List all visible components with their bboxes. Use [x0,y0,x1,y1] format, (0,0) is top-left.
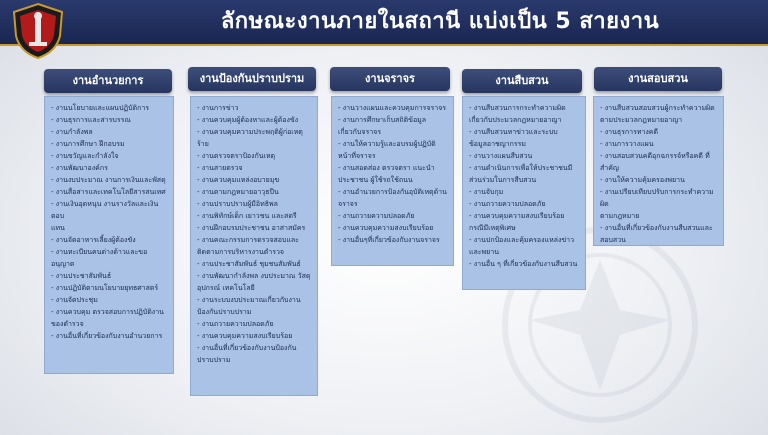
task-list-inquiry [600,102,718,246]
list-item: - งานจัดประชุม [51,296,98,304]
list-item: - งานปกป้องและคุ้มครองแหล่งข่าว [469,236,575,244]
list-item: - งานประชาสัมพันธ์ ชุมชนสัมพันธ์ [197,260,301,268]
panel-traffic [331,96,454,266]
list-item: - งานอื่นๆที่เกี่ยวข้องกับงานจราจร [338,236,440,244]
column-header-investigation: งานสืบสวน [462,69,582,93]
list-item: - งานปราบปรามผู้มีอิทธิพล [197,200,278,208]
list-item: - งานวางแผนและควบคุมการจราจร [338,104,447,112]
task-list-investigation [469,102,580,270]
list-item: - งานอำนวยการป้องกันอุบัติเหตุด้าน [338,188,447,196]
panel-administration [44,96,174,374]
list-item: - งานระบบงบประมาณเกี่ยวกับงาน [197,296,301,304]
list-item: - งานสืบสวนการกระทำความผิด [469,104,566,112]
list-item: หน้าที่จราจร [338,152,376,160]
list-item: - งานปฏิบัติตามนโยบายยุทธศาสตร์ [51,284,159,292]
panel-crime-prevention [190,96,318,396]
list-item: ส่วนร่วมในการสืบสวน [469,176,537,184]
list-item: - งานควบคุมความสงบเรียบร้อย [469,212,565,220]
list-item: - งานควบคุมผู้ต้องหาและผู้ต้องขัง [197,116,299,124]
list-item: - งานควบคุมความสงบเรียบร้อย [338,224,434,232]
list-item: - งานประชาสัมพันธ์ [51,272,112,280]
list-item: - งานการวางแผน [600,140,654,148]
list-item: - งานนโยบายและแผนปฏิบัติการ [51,104,150,112]
list-item: อุปกรณ์ เทคโนโลยี [197,284,255,292]
list-item: - งานเปรียบเทียบปรับการกระทำความผิด [600,188,714,208]
list-item: - งานสืบสวนหาข่าวและระบบ [469,128,558,136]
list-item: - งานการศึกษาเก็บสถิติข้อมูล [338,116,427,124]
list-item: - งานถวายความปลอดภัย [197,320,274,328]
list-item: สำคัญ [600,164,619,172]
list-item: - งานควบคุมความประพฤติผู้ก่อเหตุร้าย [197,128,303,148]
list-item: ติดตามการบริหารงานตำรวจ [197,248,285,256]
list-item: - งานควบคุมความสงบเรียบร้อย [197,332,293,340]
list-item: กรณีมีเหตุพิเศษ [469,224,516,232]
list-item: จราจร [338,200,358,208]
list-item: - งานจับกุม [469,188,504,196]
list-item: - งานพัฒนาองค์กร [51,164,108,172]
list-item: - งานเงินอุดหนุน งานรางวัลและเงินตอบ [51,200,159,220]
list-item: สอบสวน [600,236,626,244]
list-item: - งานคณะกรรมการตรวจสอบและ [197,236,299,244]
list-item: ปราบปราม [197,356,231,364]
column-header-administration: งานอำนวยการ [44,69,172,93]
list-item: - งานตามกฎหมายอาวุธปืน [197,188,279,196]
list-item: - งานอื่นที่เกี่ยวข้องกับงานอำนวยการ [51,332,163,340]
list-item: - งานดำเนินการเพื่อให้ประชาชนมี [469,164,573,172]
list-item: - งานสายตรวจ [197,164,243,172]
list-item: - งานฝึกอบรมประชาชน อาสาสมัคร [197,224,306,232]
list-item: อนุญาต [51,260,75,268]
list-item: เกี่ยวกับประมวลกฎหมายอาญา [469,116,562,124]
list-item: แทน [51,224,65,232]
column-header-inquiry: งานสอบสวน [594,67,722,91]
list-item: - งานสอดส่อง ตรวจตรา แนะนำ [338,164,435,172]
list-item: - งานการศึกษา ฝึกอบรม [51,140,125,148]
list-item: ประชาชน ผู้ใช้รถใช้ถนน [338,176,413,184]
list-item: - งานถวายความปลอดภัย [338,212,415,220]
list-item: ตามประมวลกฎหมายอาญา [600,116,683,124]
list-item: - งานอื่นที่เกี่ยวข้องกับงานป้องกัน [197,344,297,352]
task-list-traffic [338,102,448,246]
list-item: - งานอื่น ๆ ที่เกี่ยวข้องกับงานสืบสวน [469,260,578,268]
list-item: ป้องกันปราบปราม [197,308,252,316]
list-item: - งานสืบสวนสอบสวนผู้กระทำความผิด [600,104,715,112]
list-item: - งานการข่าว [197,104,239,112]
list-item: - งานให้ความรู้และอบรมผู้ปฏิบัติ [338,140,436,148]
panel-investigation [462,96,586,290]
list-item: - งานให้ความคุ้มครองพยาน [600,176,685,184]
list-item: - งานควบคุมแหล่งอบายมุข [197,176,280,184]
list-item: - งานอื่นที่เกี่ยวข้องกับงานสืบสวนและ [600,224,713,232]
list-item: - งานขวัญและกำลังใจ [51,152,119,160]
list-item: เกี่ยวกับจราจร [338,128,381,136]
list-item: ตามกฎหมาย [600,212,640,220]
task-list-administration [51,102,168,342]
list-item: - งานสอบสวนคดีอุกฉกรรจ์หรือคดี ที่ [600,152,710,160]
column-header-crime-prevention: งานป้องกันปราบปราม [188,67,316,91]
list-item: - งานกำลังพล [51,128,93,136]
list-item: - งานตรวจตราป้องกันเหตุ [197,152,276,160]
list-item: - งานทะเบียนคนต่างด้าวและขอ [51,248,148,256]
list-item: - งานธุรการทางคดี [600,128,659,136]
column-header-traffic: งานจราจร [330,67,450,91]
list-item: - งานพิทักษ์เด็ก เยาวชน และสตรี [197,212,297,220]
list-item: และพยาน [469,248,499,256]
slide-title: ลักษณะงานภายในสถานี แบ่งเป็น 5 สายงาน [220,9,660,34]
list-item: - งานธุรการและสารบรรณ [51,116,131,124]
list-item: - งานสื่อสารและเทคโนโลยีสารสนเทศ [51,188,166,196]
list-item: - งานงบประมาณ งานการเงินและพัสดุ [51,176,166,184]
task-list-crime-prevention [197,102,312,366]
panel-inquiry [593,96,724,246]
title-bar [0,0,768,46]
list-item: - งานวางแผนสืบสวน [469,152,533,160]
police-badge-icon [10,2,66,60]
list-item: - งานถวายความปลอดภัย [469,200,546,208]
list-item: - งานจัดอาหารเลี้ยงผู้ต้องขัง [51,236,136,244]
list-item: - งานควบคุม ตรวจสอบการปฏิบัติงาน [51,308,164,316]
list-item: ข้อมูลอาชญากรรม [469,140,527,148]
list-item: - งานพัฒนากำลังพล งบประมาณ วัสดุ [197,272,311,280]
list-item: ของตำรวจ [51,320,84,328]
